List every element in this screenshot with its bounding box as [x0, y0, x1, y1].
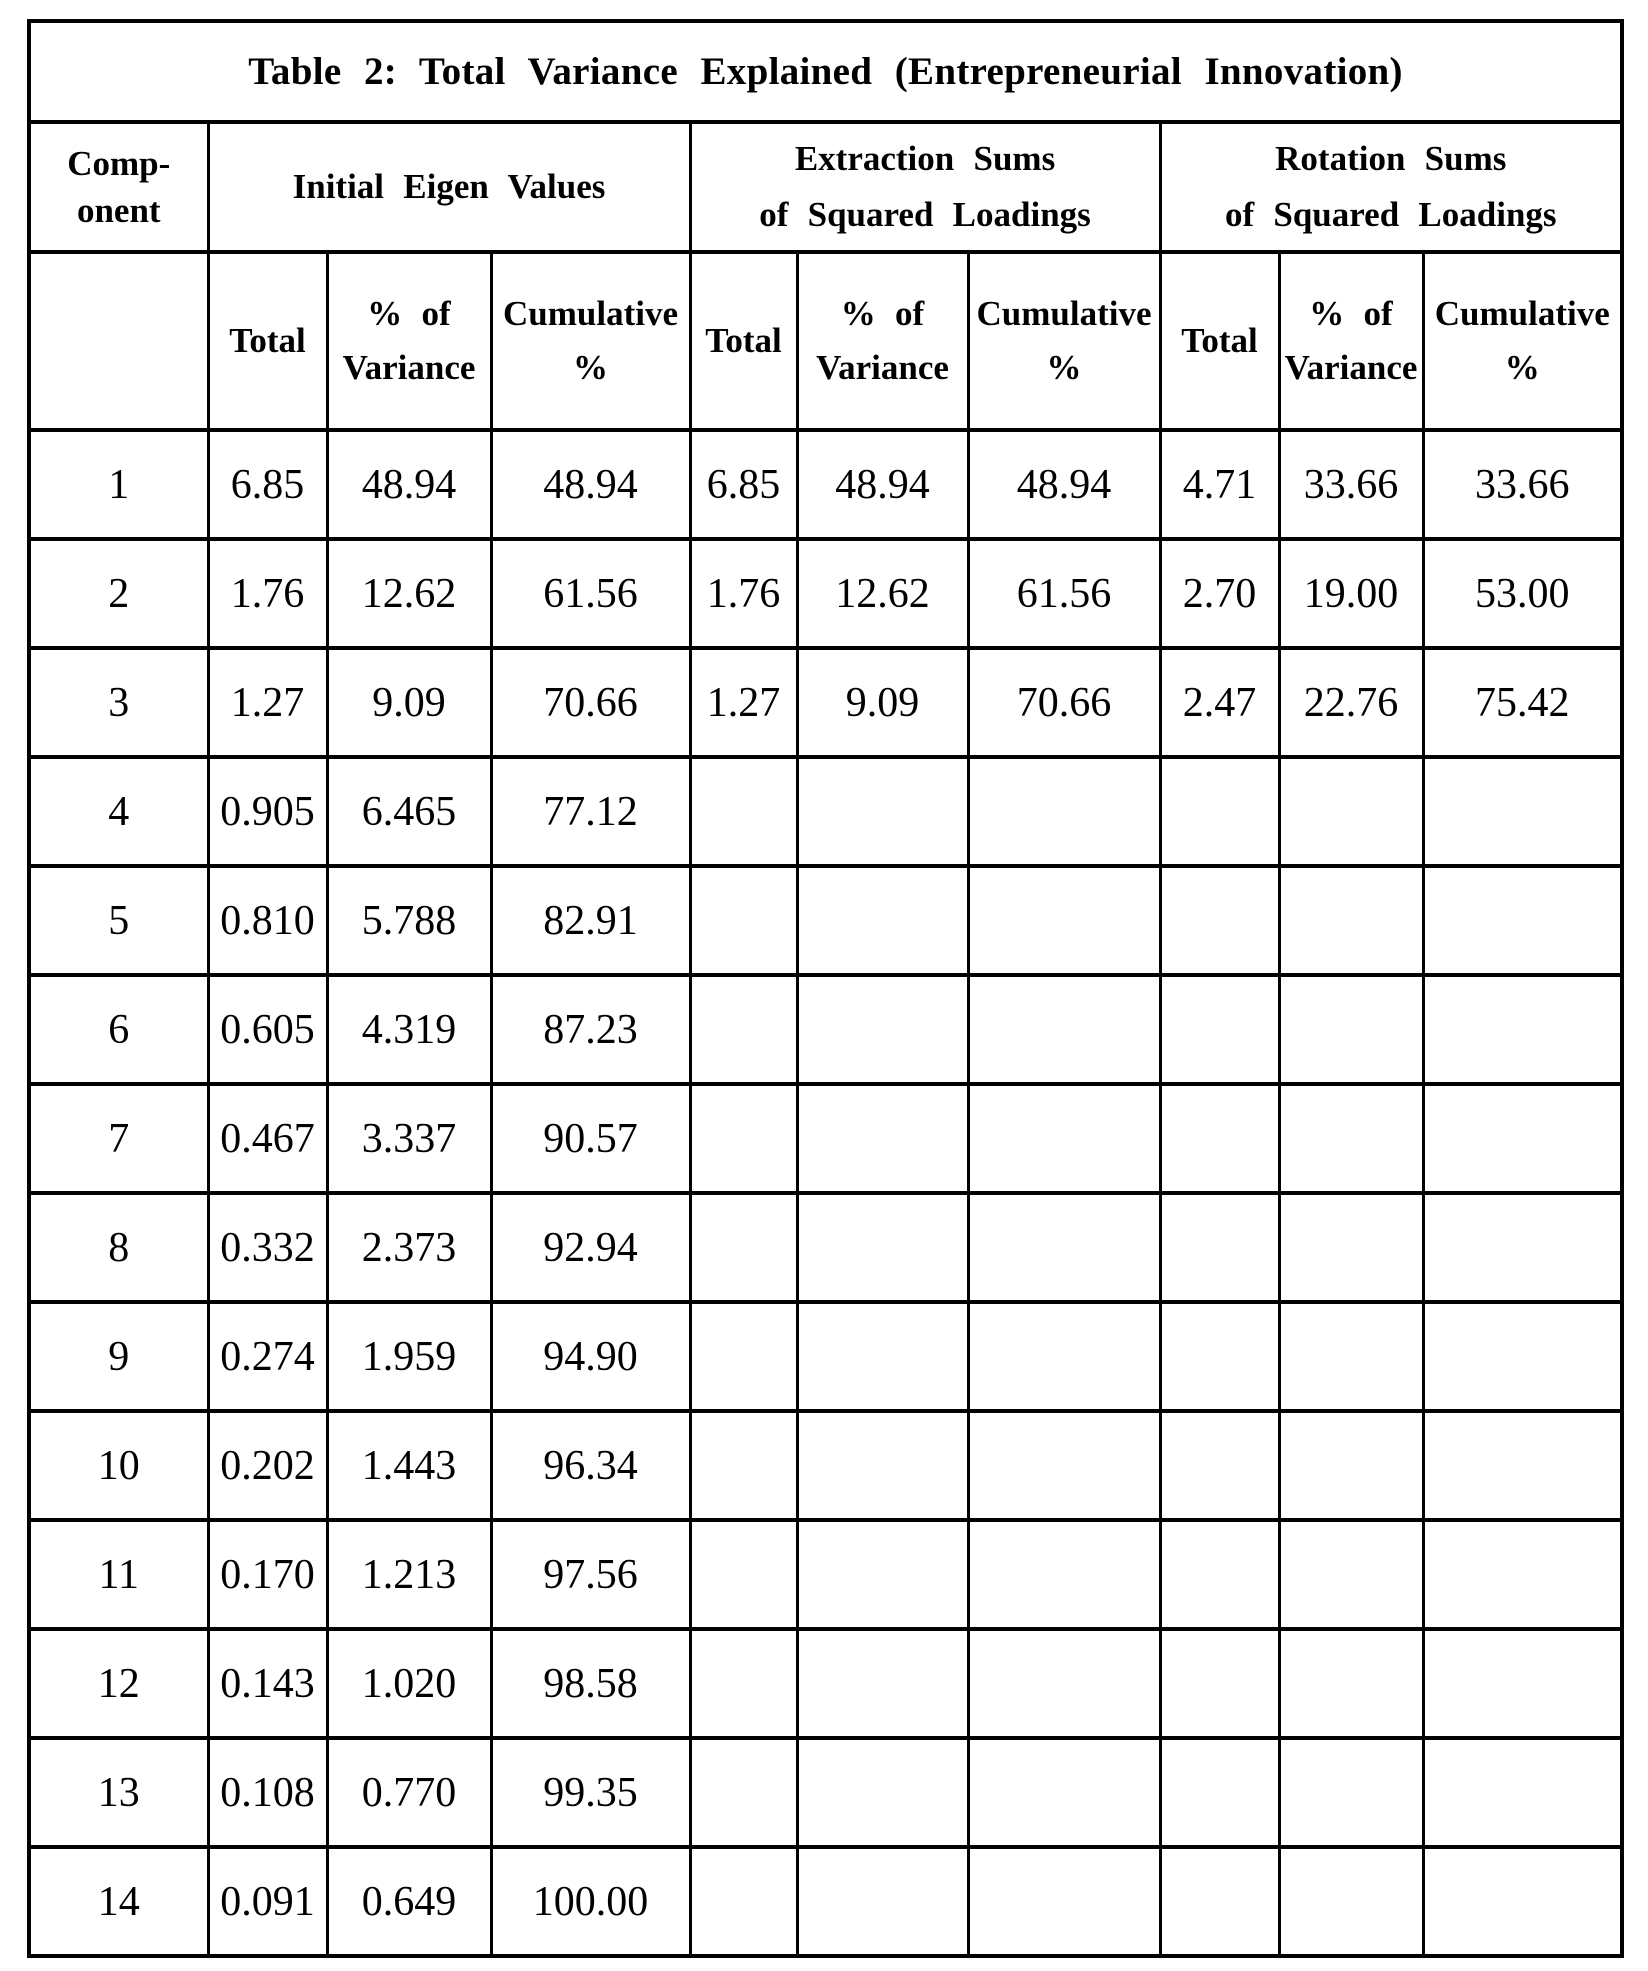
empty-cell [968, 1738, 1160, 1847]
subheader-line: % [573, 348, 608, 387]
header-group-line: of Squared Loadings [1224, 195, 1557, 234]
subheader-line: Cumulative [1434, 293, 1610, 333]
table-row [29, 1084, 1622, 1193]
value-cell: 0.202 [208, 1411, 327, 1520]
table-row [29, 1847, 1622, 1956]
value-cell: 75.42 [1423, 648, 1622, 757]
empty-cell [690, 1193, 797, 1302]
subheader-line: Total [705, 320, 782, 360]
value-cell: 70.66 [491, 648, 690, 757]
empty-cell [968, 1520, 1160, 1629]
subheader-line: % of [1309, 293, 1393, 333]
empty-cell [1160, 1084, 1279, 1193]
empty-cell [968, 1629, 1160, 1738]
value-cell: 0.467 [208, 1084, 327, 1193]
table-row [29, 1520, 1622, 1629]
group-header-row [29, 122, 1622, 252]
table-row [29, 975, 1622, 1084]
empty-cell [968, 757, 1160, 866]
value-cell: 5.788 [327, 866, 491, 975]
subheader-rotation-pct-variance [1279, 252, 1423, 430]
table-row [29, 648, 1622, 757]
sub-header-row [29, 252, 1622, 430]
value-cell: 48.94 [797, 430, 968, 539]
value-cell: 3.337 [327, 1084, 491, 1193]
empty-cell [1279, 866, 1423, 975]
empty-cell [797, 1847, 968, 1956]
value-cell: 33.66 [1279, 430, 1423, 539]
empty-cell [797, 1193, 968, 1302]
empty-cell [690, 1411, 797, 1520]
empty-cell [1160, 1193, 1279, 1302]
component-cell: 14 [29, 1847, 208, 1956]
value-cell: 53.00 [1423, 539, 1622, 648]
value-cell: 0.108 [208, 1738, 327, 1847]
empty-cell [690, 1302, 797, 1411]
component-cell: 4 [29, 757, 208, 866]
empty-cell [797, 866, 968, 975]
value-cell: 90.57 [491, 1084, 690, 1193]
header-group-line: of Squared Loadings [759, 195, 1091, 234]
header-component-line: Comp- [67, 143, 171, 183]
value-cell: 96.34 [491, 1411, 690, 1520]
empty-cell [1279, 757, 1423, 866]
component-cell: 10 [29, 1411, 208, 1520]
value-cell: 70.66 [968, 648, 1160, 757]
subheader-extraction-cumulative [968, 252, 1160, 430]
empty-cell [968, 866, 1160, 975]
empty-cell [1160, 866, 1279, 975]
subheader-line: % of [840, 293, 925, 333]
empty-cell [1279, 1629, 1423, 1738]
component-cell: 3 [29, 648, 208, 757]
value-cell: 6.85 [690, 430, 797, 539]
empty-cell [1423, 1629, 1622, 1738]
value-cell: 61.56 [491, 539, 690, 648]
value-cell: 1.27 [208, 648, 327, 757]
value-cell: 4.319 [327, 975, 491, 1084]
empty-cell [1279, 1847, 1423, 1956]
empty-cell [797, 1629, 968, 1738]
subheader-line: Variance [1284, 348, 1418, 387]
empty-cell [1279, 1084, 1423, 1193]
table-row [29, 1738, 1622, 1847]
empty-cell [797, 1084, 968, 1193]
value-cell: 0.810 [208, 866, 327, 975]
empty-cell [1279, 1738, 1423, 1847]
value-cell: 22.76 [1279, 648, 1423, 757]
empty-cell [1423, 975, 1622, 1084]
value-cell: 2.47 [1160, 648, 1279, 757]
empty-cell [1423, 1520, 1622, 1629]
table-row [29, 866, 1622, 975]
empty-cell [1160, 975, 1279, 1084]
header-group-line: Rotation Sums [1275, 139, 1507, 178]
empty-cell [690, 1520, 797, 1629]
value-cell: 1.443 [327, 1411, 491, 1520]
empty-cell [1423, 1738, 1622, 1847]
empty-cell [1423, 1084, 1622, 1193]
empty-cell [968, 975, 1160, 1084]
empty-cell [968, 1193, 1160, 1302]
value-cell: 0.649 [327, 1847, 491, 1956]
value-cell: 0.170 [208, 1520, 327, 1629]
value-cell: 19.00 [1279, 539, 1423, 648]
empty-cell [968, 1847, 1160, 1956]
empty-cell [1423, 1411, 1622, 1520]
subheader-line: Total [229, 320, 306, 360]
empty-cell [1423, 1302, 1622, 1411]
subheader-line: Cumulative [503, 293, 678, 333]
table-row [29, 1629, 1622, 1738]
subheader-extraction-total [690, 252, 797, 430]
empty-cell [1160, 1302, 1279, 1411]
value-cell: 0.605 [208, 975, 327, 1084]
empty-cell [1423, 866, 1622, 975]
empty-cell [1279, 1193, 1423, 1302]
value-cell: 1.76 [690, 539, 797, 648]
value-cell: 2.373 [327, 1193, 491, 1302]
empty-cell [968, 1084, 1160, 1193]
value-cell: 33.66 [1423, 430, 1622, 539]
component-cell: 5 [29, 866, 208, 975]
component-cell: 8 [29, 1193, 208, 1302]
subheader-rotation-total [1160, 252, 1279, 430]
value-cell: 87.23 [491, 975, 690, 1084]
subheader-line: Cumulative [976, 293, 1152, 333]
empty-cell [690, 866, 797, 975]
subheader-blank [29, 252, 208, 430]
value-cell: 12.62 [797, 539, 968, 648]
empty-cell [1160, 1629, 1279, 1738]
header-group-initial-eigen-values [208, 122, 690, 252]
empty-cell [690, 1738, 797, 1847]
empty-cell [1279, 1520, 1423, 1629]
empty-cell [797, 1520, 968, 1629]
component-cell: 6 [29, 975, 208, 1084]
component-cell: 13 [29, 1738, 208, 1847]
table-row [29, 1411, 1622, 1520]
value-cell: 61.56 [968, 539, 1160, 648]
component-cell: 12 [29, 1629, 208, 1738]
subheader-line: % [1504, 348, 1540, 387]
value-cell: 99.35 [491, 1738, 690, 1847]
empty-cell [797, 1411, 968, 1520]
table-title: Table 2: Total Variance Explained (Entrepreneurial Innovation) [29, 21, 1622, 122]
table-row [29, 757, 1622, 866]
value-cell: 4.71 [1160, 430, 1279, 539]
empty-cell [1160, 1411, 1279, 1520]
value-cell: 9.09 [327, 648, 491, 757]
empty-cell [690, 1629, 797, 1738]
empty-cell [1160, 1847, 1279, 1956]
empty-cell [1423, 1193, 1622, 1302]
header-component [29, 122, 208, 252]
header-group-rotation-sums [1160, 122, 1622, 252]
empty-cell [797, 757, 968, 866]
value-cell: 98.58 [491, 1629, 690, 1738]
empty-cell [690, 1847, 797, 1956]
empty-cell [690, 975, 797, 1084]
empty-cell [797, 975, 968, 1084]
value-cell: 1.213 [327, 1520, 491, 1629]
table-body [29, 430, 1622, 1956]
header-group-line: Extraction Sums [794, 139, 1056, 178]
component-cell: 7 [29, 1084, 208, 1193]
value-cell: 1.959 [327, 1302, 491, 1411]
subheader-extraction-pct-variance [797, 252, 968, 430]
value-cell: 82.91 [491, 866, 690, 975]
empty-cell [690, 757, 797, 866]
total-variance-table [27, 19, 1624, 1958]
header-component-line: onent [76, 191, 161, 230]
value-cell: 0.770 [327, 1738, 491, 1847]
empty-cell [1279, 975, 1423, 1084]
empty-cell [968, 1302, 1160, 1411]
value-cell: 48.94 [491, 430, 690, 539]
value-cell: 1.76 [208, 539, 327, 648]
header-group-line: Initial Eigen Values [292, 167, 606, 206]
value-cell: 97.56 [491, 1520, 690, 1629]
value-cell: 0.274 [208, 1302, 327, 1411]
value-cell: 0.332 [208, 1193, 327, 1302]
empty-cell [797, 1302, 968, 1411]
empty-cell [1279, 1302, 1423, 1411]
table-row [29, 1193, 1622, 1302]
empty-cell [968, 1411, 1160, 1520]
component-cell: 11 [29, 1520, 208, 1629]
value-cell: 0.143 [208, 1629, 327, 1738]
subheader-rotation-cumulative [1423, 252, 1622, 430]
subheader-line: % [1046, 348, 1082, 387]
value-cell: 100.00 [491, 1847, 690, 1956]
value-cell: 0.905 [208, 757, 327, 866]
subheader-initial-cumulative [491, 252, 690, 430]
title-row [29, 21, 1622, 122]
empty-cell [1423, 757, 1622, 866]
table-row [29, 430, 1622, 539]
subheader-line: Variance [816, 348, 949, 387]
subheader-line: Variance [342, 348, 476, 387]
value-cell: 94.90 [491, 1302, 690, 1411]
value-cell: 12.62 [327, 539, 491, 648]
table-row [29, 539, 1622, 648]
subheader-line: Total [1181, 320, 1258, 360]
value-cell: 2.70 [1160, 539, 1279, 648]
empty-cell [1279, 1411, 1423, 1520]
value-cell: 1.27 [690, 648, 797, 757]
value-cell: 6.85 [208, 430, 327, 539]
table-row [29, 1302, 1622, 1411]
component-cell: 2 [29, 539, 208, 648]
value-cell: 48.94 [327, 430, 491, 539]
empty-cell [1160, 1520, 1279, 1629]
value-cell: 1.020 [327, 1629, 491, 1738]
component-cell: 9 [29, 1302, 208, 1411]
value-cell: 0.091 [208, 1847, 327, 1956]
empty-cell [1160, 757, 1279, 866]
empty-cell [797, 1738, 968, 1847]
header-group-extraction-sums [690, 122, 1160, 252]
value-cell: 9.09 [797, 648, 968, 757]
empty-cell [1423, 1847, 1622, 1956]
value-cell: 92.94 [491, 1193, 690, 1302]
value-cell: 48.94 [968, 430, 1160, 539]
subheader-line: % of [367, 293, 451, 333]
empty-cell [690, 1084, 797, 1193]
component-cell: 1 [29, 430, 208, 539]
subheader-initial-pct-variance [327, 252, 491, 430]
value-cell: 6.465 [327, 757, 491, 866]
value-cell: 77.12 [491, 757, 690, 866]
subheader-initial-total [208, 252, 327, 430]
empty-cell [1160, 1738, 1279, 1847]
